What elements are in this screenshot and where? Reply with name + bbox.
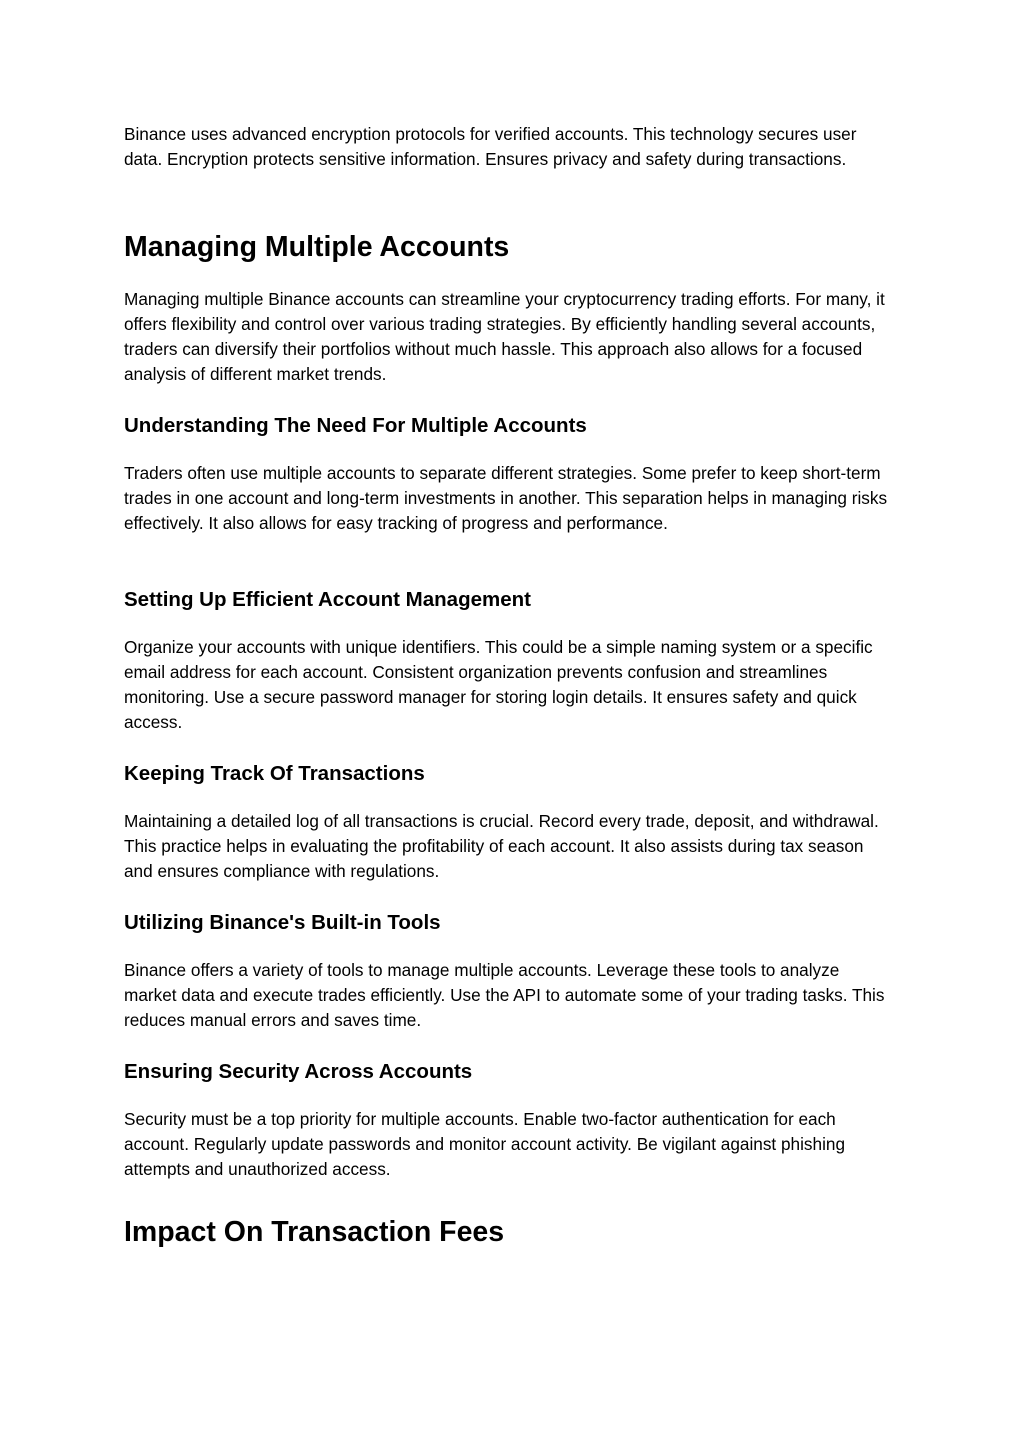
paragraph-efficient-account-management: Organize your accounts with unique identifiers. This could be a simple naming system or a specific email address for each account. Consistent organization prevents confusion and streamlines monitoring. Use a secure password manager for storing login details. It ensures safety and quick access.	[124, 637, 873, 732]
heading-understanding-need: Understanding The Need For Multiple Accounts	[124, 414, 587, 437]
paragraph-tracking-transactions: Maintaining a detailed log of all transactions is crucial. Record every trade, deposit, and withdrawal. This practice helps in evaluating the profitability of each account. It also assists during tax season and ensures compliance with regulations.	[124, 811, 879, 881]
heading-managing-multiple-accounts: Managing Multiple Accounts	[124, 231, 510, 263]
paragraph-managing-multiple-accounts: Managing multiple Binance accounts can streamline your cryptocurrency trading efforts. For many, it offers flexibility and control over various trading strategies. By efficiently handling several accounts, traders can diversify their portfolios without much hassle. This approach also allows for a focused analysis of different market trends.	[124, 289, 885, 384]
paragraph-security-across-accounts: Security must be a top priority for multiple accounts. Enable two-factor authentication for each account. Regularly update passwords and monitor account activity. Be vigilant against phishing attempts and unauthorized access.	[124, 1109, 846, 1179]
heading-tracking-transactions: Keeping Track Of Transactions	[124, 762, 425, 785]
paragraph-builtin-tools: Binance offers a variety of tools to manage multiple accounts. Leverage these tools to analyze market data and execute trades efficiently. Use the API to automate some of your trading tasks. This reduces manual errors and saves time.	[124, 960, 885, 1030]
heading-efficient-account-management: Setting Up Efficient Account Management	[124, 588, 531, 611]
heading-security-across-accounts: Ensuring Security Across Accounts	[124, 1060, 473, 1083]
intro-paragraph: Binance uses advanced encryption protocols for verified accounts. This technology secures user data. Encryption protects sensitive information. Ensures privacy and safety during transactions.	[124, 124, 857, 169]
paragraph-understanding-need: Traders often use multiple accounts to separate different strategies. Some prefer to keep short-term trades in one account and long-term investments in another. This separation helps in managing risks effectively. It also allows for easy tracking of progress and performance.	[124, 463, 888, 533]
heading-builtin-tools: Utilizing Binance's Built-in Tools	[124, 911, 441, 934]
heading-transaction-fees: Impact On Transaction Fees	[124, 1216, 505, 1248]
